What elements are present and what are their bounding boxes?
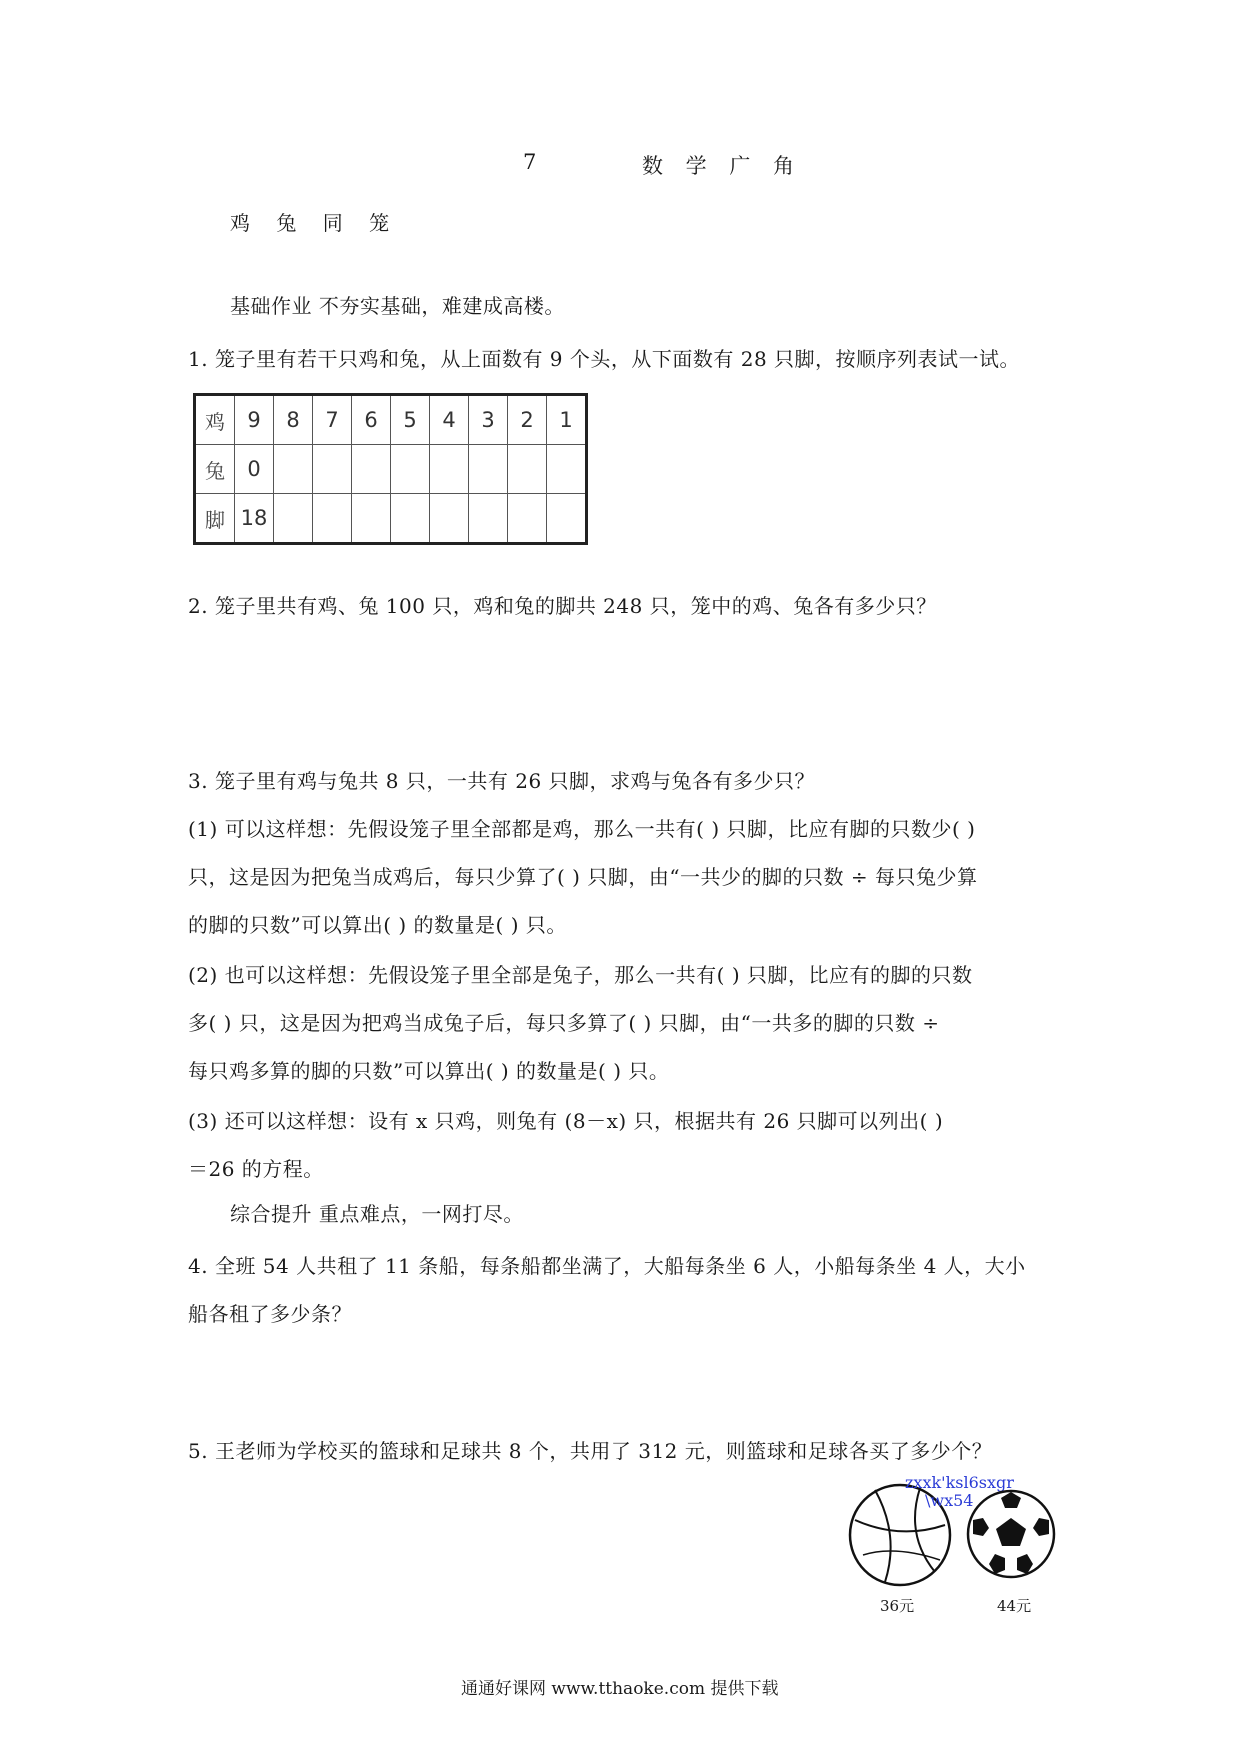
chicken-rabbit-table — [193, 393, 588, 545]
question-3-line: (3) 还可以这样想：设有 x 只鸡，则兔有 (8－x) 只，根据共有 26 只脚可以列出( ) — [188, 1109, 944, 1133]
question-3-line: 的脚的只数”可以算出( ) 的数量是( ) 只。 — [188, 913, 567, 937]
question-3-line: 多( ) 只，这是因为把鸡当成兔子后，每只多算了( ) 只脚，由“一共多的脚的只数 ÷ — [188, 1011, 940, 1035]
table-cell — [469, 445, 508, 494]
table-cell: 18 — [235, 494, 274, 544]
table-cell: 1 — [547, 395, 587, 445]
table-cell: 6 — [352, 395, 391, 445]
table-cell: 8 — [274, 395, 313, 445]
table-cell — [313, 445, 352, 494]
table-cell — [313, 494, 352, 544]
lesson-title: 鸡 兔 同 笼 — [230, 211, 400, 235]
advanced-section-heading: 综合提升 重点难点，一网打尽。 — [230, 1202, 524, 1226]
table-cell — [430, 445, 469, 494]
question-2: 2. 笼子里共有鸡、兔 100 只，鸡和兔的脚共 248 只，笼中的鸡、兔各有多少只？ — [188, 594, 937, 618]
question-1: 1. 笼子里有若干只鸡和兔，从上面数有 9 个头，从下面数有 28 只脚，按顺序列表试一试。 — [188, 347, 1021, 371]
question-3-line: 只，这是因为把兔当成鸡后，每只少算了( ) 只脚，由“一共少的脚的只数 ÷ 每只兔少算 — [188, 865, 978, 889]
table-cell — [391, 445, 430, 494]
chapter-title: 数 学 广 角 — [642, 154, 803, 178]
basketball-price: 36元 — [880, 1597, 915, 1615]
table-cell — [274, 445, 313, 494]
chapter-number: 7 — [523, 150, 537, 174]
question-3-line: (1) 可以这样想：先假设笼子里全部都是鸡，那么一共有( ) 只脚，比应有脚的只数少( ) — [188, 817, 976, 841]
question-3-line: ＝26 的方程。 — [188, 1157, 324, 1181]
table-cell — [508, 494, 547, 544]
table-cell: 0 — [235, 445, 274, 494]
table-cell: 5 — [391, 395, 430, 445]
football-icon — [965, 1488, 1057, 1584]
question-3-line: (2) 也可以这样想：先假设笼子里全部是兔子，那么一共有( ) 只脚，比应有的脚的只数 — [188, 963, 973, 987]
question-3: 3. 笼子里有鸡与兔共 8 只，一共有 26 只脚，求鸡与兔各有多少只？ — [188, 769, 816, 793]
row-head-rabbit: 兔 — [195, 445, 235, 494]
table-cell — [391, 494, 430, 544]
table-row-rabbit — [195, 445, 587, 494]
table-cell: 2 — [508, 395, 547, 445]
table-cell — [508, 445, 547, 494]
question-4-line: 船各租了多少条？ — [188, 1302, 352, 1326]
table-cell — [352, 494, 391, 544]
table-cell — [274, 494, 313, 544]
question-4: 4. 全班 54 人共租了 11 条船，每条船都坐满了，大船每条坐 6 人，小船每条坐 4 人，大小 — [188, 1254, 1026, 1278]
table-cell: 3 — [469, 395, 508, 445]
row-head-feet: 脚 — [195, 494, 235, 544]
table-cell: 9 — [235, 395, 274, 445]
footer: 通通好课网 www.tthaoke.com 提供下载 — [461, 1679, 779, 1699]
table-row-chicken — [195, 395, 587, 445]
table-row-feet — [195, 494, 587, 544]
question-3-line: 每只鸡多算的脚的只数”可以算出( ) 的数量是( ) 只。 — [188, 1059, 670, 1083]
table-cell — [469, 494, 508, 544]
table-cell — [547, 494, 587, 544]
table-cell — [547, 445, 587, 494]
question-5: 5. 王老师为学校买的篮球和足球共 8 个，共用了 312 元，则篮球和足球各买了多少个？ — [188, 1439, 993, 1463]
basic-section-heading: 基础作业 不夯实基础，难建成高楼。 — [230, 294, 565, 318]
table-cell: 4 — [430, 395, 469, 445]
table-cell: 7 — [313, 395, 352, 445]
watermark-text: zxxk'ksl6sxgr \wx54 — [905, 1473, 1014, 1510]
row-head-chicken: 鸡 — [195, 395, 235, 445]
table-cell — [352, 445, 391, 494]
football-price: 44元 — [997, 1597, 1032, 1615]
table-cell — [430, 494, 469, 544]
